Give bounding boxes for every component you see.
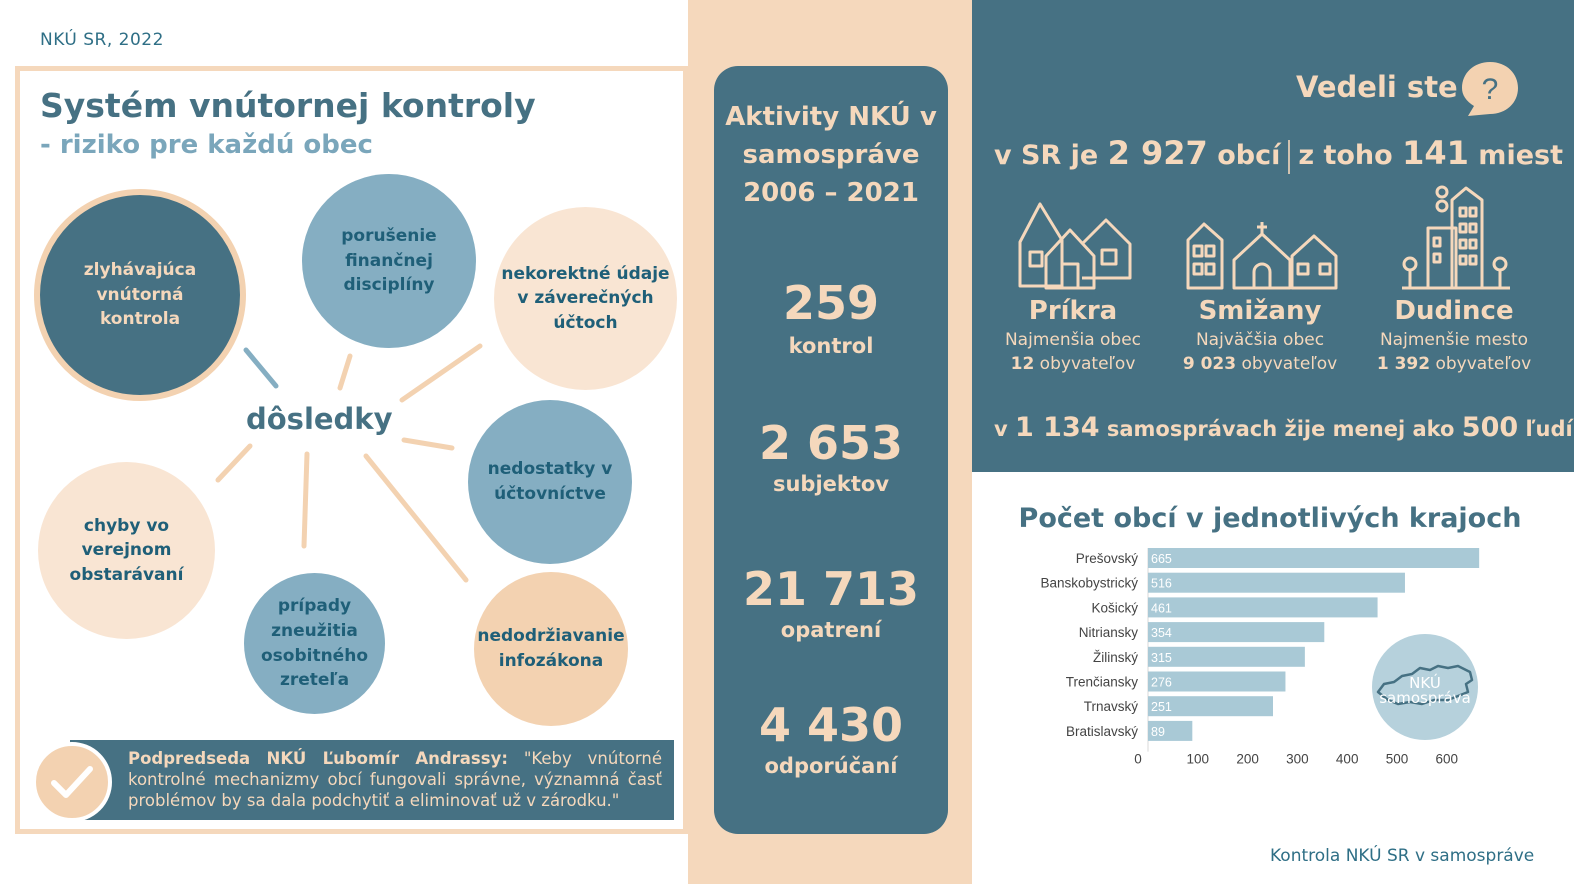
chart-category-label: Trnavský bbox=[1083, 699, 1138, 715]
checkmark-icon bbox=[32, 742, 112, 822]
risk-circle-final-accounts: nekorektné údaje v záverečných účtoch bbox=[494, 207, 677, 390]
chart-bar bbox=[1148, 573, 1405, 593]
chart-bar bbox=[1148, 597, 1378, 617]
chart-category-label: Žilinský bbox=[1092, 649, 1138, 665]
quote-text: "Keby vnútorné kontrolné mechanizmy obcí fungovali správne, významná časť problémov by sa dala podchytiť a eliminovať už v zárodku." bbox=[128, 749, 663, 810]
chart-value-label: 354 bbox=[1151, 626, 1172, 641]
page-subtitle: - riziko pre každú obec bbox=[40, 130, 373, 160]
chart-category-label: Trenčiansky bbox=[1065, 674, 1138, 690]
stat-value: 259 bbox=[782, 276, 880, 330]
town-buildings-icon bbox=[1400, 184, 1512, 292]
chart-category-label: Banskobystrický bbox=[1040, 575, 1138, 591]
chart-value-label: 665 bbox=[1151, 552, 1172, 566]
risk-circle-special-regard: prípady zneužitia osobitného zreteľa bbox=[244, 573, 385, 714]
svg-text:?: ? bbox=[1481, 73, 1499, 106]
chart-value-label: 461 bbox=[1151, 601, 1172, 616]
chart-category-label: Bratislavský bbox=[1065, 723, 1138, 739]
question-bubble-icon bbox=[1460, 60, 1520, 118]
chart-value-label: 516 bbox=[1151, 576, 1172, 591]
risk-circle-procurement: chyby vo verejnom obstarávaní bbox=[38, 462, 215, 639]
chart-tick-label: 0 bbox=[1134, 751, 1142, 767]
chart-tick-label: 400 bbox=[1335, 751, 1359, 767]
risk-circle-infozakon: nedodržiavanie infozákona bbox=[474, 572, 628, 726]
risk-circle-internal-control: zlyhávajúca vnútorná kontrola bbox=[34, 189, 246, 401]
municipality-count-line: v SR je 2 927 obcí z toho 141 miest bbox=[994, 134, 1563, 172]
stat-value: 4 430 bbox=[758, 698, 904, 752]
chart-category-label: Košický bbox=[1091, 600, 1138, 616]
stat-label: opatrení bbox=[780, 618, 882, 642]
activities-title: Aktivity NKÚ v samospráve 2006 – 2021 bbox=[725, 102, 937, 208]
chart-bar bbox=[1148, 548, 1479, 568]
quote-speaker: Podpredseda NKÚ Ľubomír Andrassy: bbox=[128, 749, 508, 768]
chart-title: Počet obcí v jednotlivých krajoch bbox=[1018, 503, 1522, 534]
chart-tick-label: 300 bbox=[1286, 751, 1309, 767]
stat-label: odporúčaní bbox=[764, 754, 898, 778]
stat-value: 21 713 bbox=[742, 562, 920, 616]
chart-tick-label: 500 bbox=[1385, 751, 1409, 767]
chart-tick-label: 600 bbox=[1435, 751, 1459, 767]
stat-label: kontrol bbox=[788, 334, 874, 358]
chart-value-label: 276 bbox=[1151, 675, 1172, 690]
chart-value-label: 315 bbox=[1151, 650, 1172, 665]
chart-category-label: Nitriansky bbox=[1078, 625, 1138, 641]
stat-label: subjektov bbox=[772, 472, 890, 496]
separator bbox=[1288, 140, 1290, 174]
chart-bar bbox=[1148, 622, 1324, 642]
risk-circle-accounting: nedostatky v účtovníctve bbox=[468, 400, 632, 564]
page-title: Systém vnútornej kontroly bbox=[40, 86, 536, 125]
church-village-icon bbox=[1184, 220, 1340, 292]
stat-value: 2 653 bbox=[758, 416, 904, 470]
town-smallest-village: Príkra Najmenšia obec 12 obyvateľov bbox=[1004, 296, 1142, 374]
nku-samosprava-badge: NKÚ samospráva bbox=[1372, 634, 1478, 740]
small-municipalities-line: v 1 134 samosprávach žije menej ako 500 ľudí bbox=[994, 412, 1573, 443]
chart-value-label: 251 bbox=[1151, 700, 1172, 715]
footer-text: Kontrola NKÚ SR v samospráve bbox=[1270, 846, 1535, 866]
quote-box bbox=[70, 740, 674, 820]
hub-label: dôsledky bbox=[246, 402, 393, 436]
risk-circle-financial-discipline: porušenie finančnej disciplíny bbox=[302, 174, 476, 348]
facts-heading: Vedeli ste bbox=[1296, 70, 1458, 104]
chart-tick-label: 100 bbox=[1186, 751, 1210, 767]
chart-tick-label: 200 bbox=[1236, 751, 1259, 767]
town-largest-village: Smižany Najväčšia obec 9 023 obyvateľov bbox=[1182, 296, 1338, 374]
houses-icon bbox=[1016, 200, 1134, 292]
chart-value-label: 89 bbox=[1151, 724, 1165, 739]
source-tag: NKÚ SR, 2022 bbox=[40, 30, 164, 50]
chart-category-label: Prešovský bbox=[1075, 551, 1138, 566]
town-smallest-city: Dudince Najmenšie mesto 1 392 obyvateľov bbox=[1376, 296, 1532, 374]
